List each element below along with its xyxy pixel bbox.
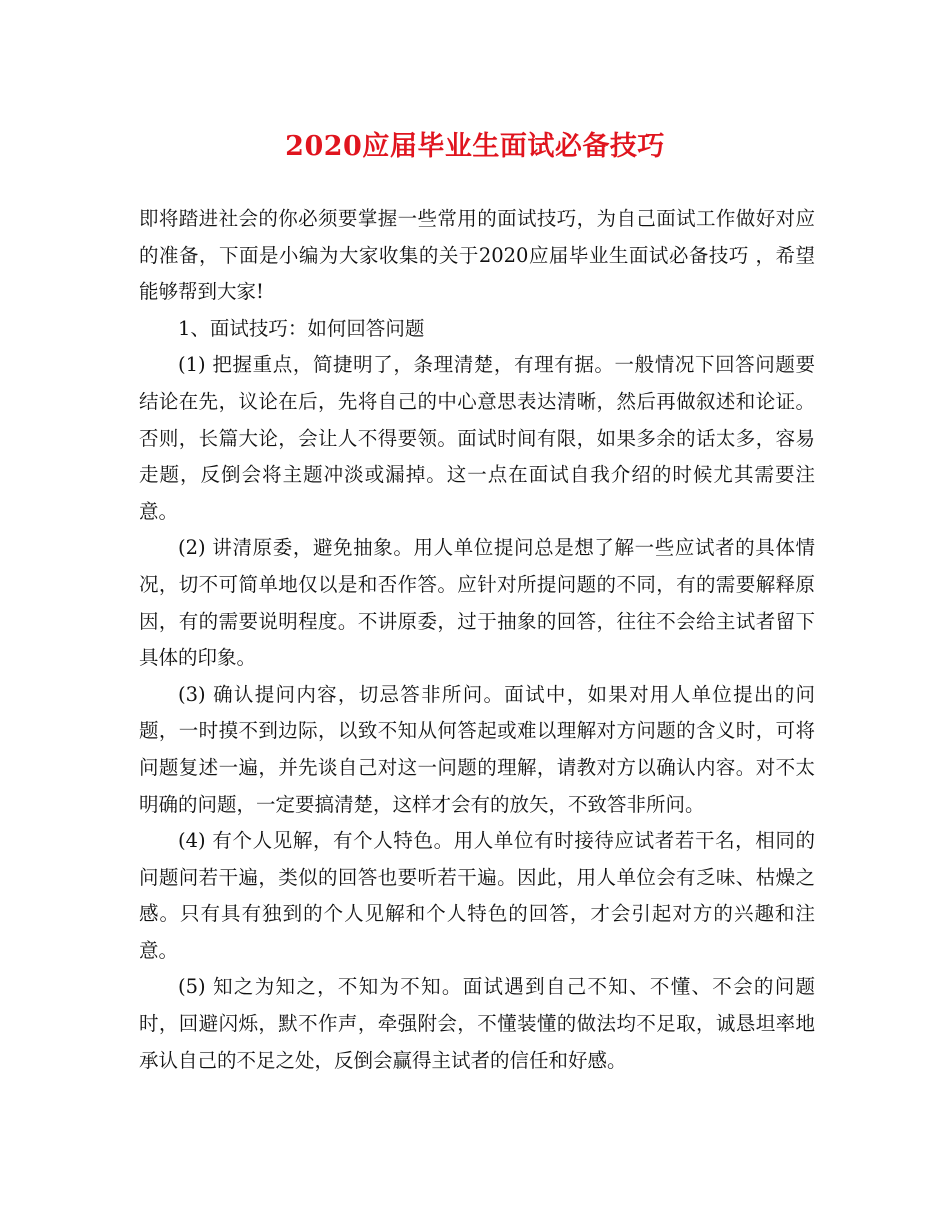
document-title: 2020应届毕业生面试必备技巧: [285, 131, 665, 162]
tip-paragraph-5: (5) 知之为知之，不知为不知。面试遇到自己不知、不懂、不会的问题时，回避闪烁，默不作声，牵强附会，不懂装懂的做法均不足取，诚恳坦率地承认自己的不足之处，反倒会赢得主试者的信任和好感。: [139, 975, 815, 1072]
document-body: [139, 201, 815, 1079]
intro-paragraph: 即将踏进社会的你必须要掌握一些常用的面试技巧，为自己面试工作做好对应的准备，下面是小编为大家收集的关于2020应届毕业生面试必备技巧 ，希望能够帮到大家!: [139, 207, 815, 304]
tip-paragraph-1: (1) 把握重点，简捷明了，条理清楚，有理有据。一般情况下回答问题要结论在先，议论在后，先将自己的中心意思表达清晰，然后再做叙述和论证。否则，长篇大论，会让人不得要领。面试时间有限，如果多余的话太多，容易走题，反倒会将主题冲淡或漏掉。这一点在面试自我介绍的时候尤其需要注意。: [139, 353, 815, 523]
tip-paragraph-2: (2) 讲清原委，避免抽象。用人单位提问总是想了解一些应试者的具体情况，切不可简单地仅以是和否作答。应针对所提问题的不同，有的需要解释原因，有的需要说明程度。不讲原委，过于抽象的回答，往往不会给主试者留下具体的印象。: [139, 536, 815, 670]
section-heading: 1、面试技巧：如何回答问题: [178, 316, 425, 340]
tip-paragraph-3: (3) 确认提问内容，切忌答非所问。面试中，如果对用人单位提出的问题，一时摸不到边际，以致不知从何答起或难以理解对方问题的含义时，可将问题复述一遍，并先谈自己对这一问题的理解，请教对方以确认内容。对不太明确的问题，一定要搞清楚，这样才会有的放矢，不致答非所问。: [139, 682, 815, 816]
tip-paragraph-4: (4) 有个人见解，有个人特色。用人单位有时接待应试者若干名，相同的问题问若干遍，类似的回答也要听若干遍。因此，用人单位会有乏味、枯燥之感。只有具有独到的个人见解和个人特色的回答，才会引起对方的兴趣和注意。: [139, 829, 815, 962]
